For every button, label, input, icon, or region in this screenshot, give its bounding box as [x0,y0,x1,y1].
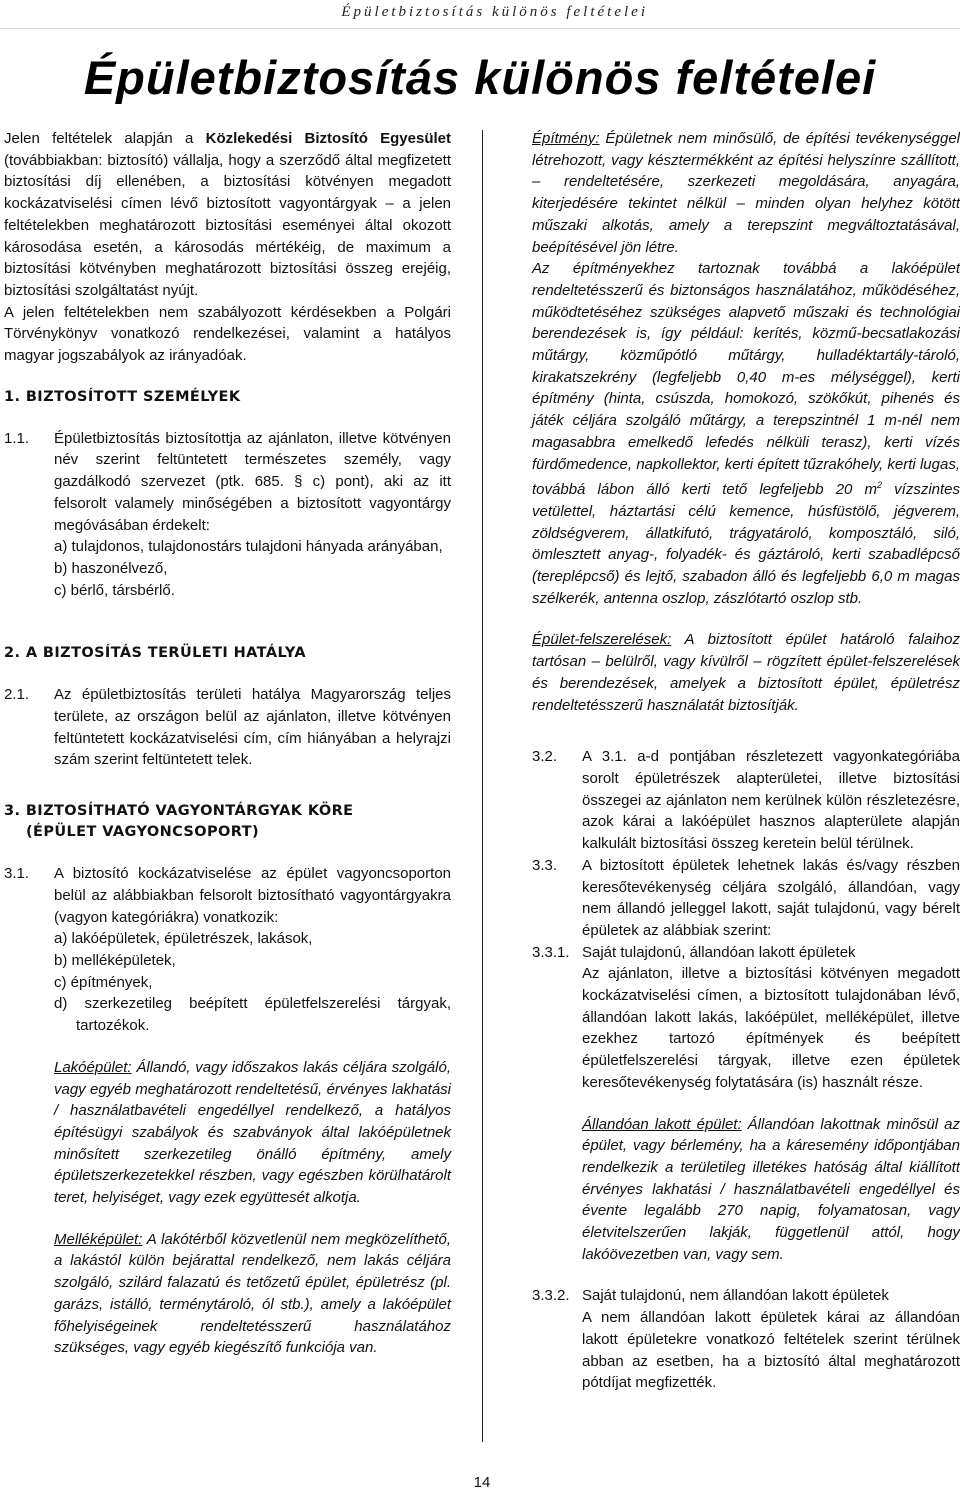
section-3-heading [4,801,451,843]
section-2-heading: 2. A BIZTOSÍTÁS TERÜLETI HATÁLYA [4,645,306,662]
section-3-heading-line2: (ÉPÜLET VAGYONCSOPORT) [26,824,259,841]
definition-term: Állandóan lakott épület: [582,1115,742,1133]
definition-text: vízszintes vetülettel, háztartási célú kemence, húsfüstölő, jégverem, zöldségverem, állatkifutó, trágyatároló, komposztáló, siló, ömlesztett anyag-, folyadék- és gáztároló, kerti szabadlépcső (tereplépcső) és lejtő, szabadon álló és legfeljebb 6,0 m magas szélkerék, antenna oszlop, zászlótartó oszlop stb. [532,481,960,607]
intro-paragraph [4,128,451,302]
clause-text: A 3.1. a-d pontjában részletezett vagyonkategóriába sorolt épületrészek alapterületei, illetve biztosítási összegei az ajánlaton nem kerülnek külön részletezésre, azok kárai a lakóépület hasznos alapterülete alapján kalkulált biztosítási összeg keretein belül térülnek. [582,748,960,853]
insurer-name: Közlekedési Biztosító Egyesület [205,130,451,147]
list-item: c) építmények, [54,973,153,991]
page-title: Épületbiztosítás különös feltételei [83,51,877,104]
clause-number: 3.3. [532,856,558,874]
intro-text-start: Jelen feltételek alapján a [4,130,206,147]
page-number: 14 [473,1474,491,1491]
definition-mellekepulet [54,1229,451,1359]
definition-lakoepulet [54,1057,451,1209]
clause-title: Saját tulajdonú, állandóan lakott épületek [582,943,856,961]
header-rule [0,28,960,29]
definition-text: A lakótérből közvetlenül nem megközelíthető, a lakástól külön bejárattal rendelkező, nem lakás céljára szolgáló, szilárd falazatú és tetőzetű épület, épületrész (pl. garázs, istálló, terménytároló, ól stb.), amely a lakóépület főhelyiségeinek rendeltetésszerű használatához szükséges, vagy egyéb kiegészítő funkciója van. [54,1230,451,1357]
clause-number: 2.1. [4,686,30,704]
clause-number: 1.1. [4,429,30,447]
clause-text: Épületbiztosítás biztosítottja az ajánlaton, illetve kötvényen név szerint feltüntetett természetes személy, vagy gazdálkodó szervezet (ptk. 685. § c) pont), aki az itt felsorolt valamely minőségében a biztosított vagyontárgy megóvásában érdekelt: [54,429,451,534]
right-column [532,128,960,1394]
legal-basis-paragraph: A jelen feltételekben nem szabályozott kérdésekben a Polgári Törvénykönyv vonatkozó rendelkezései, valamint a hatályos magyar jogszabályok az irányadóak. [4,303,451,365]
definition-term: Melléképület: [54,1230,143,1248]
clause-number: 3.3.1. [532,943,570,961]
definition-term: Építmény: [532,130,600,147]
superscript: 2 [877,480,883,491]
definition-text: A biztosított épület határoló falaihoz tartósan – belülről, vagy kívülről – rögzített épület-felszerelések és berendezések, amelyek a biztosított épület, épületrész rendeltetésszerű használatát biztosítják. [532,631,960,714]
list-item: c) bérlő, társbérlő. [54,581,175,599]
clause-number: 3.2. [532,748,558,766]
clause-text: A biztosított épületek lehetnek lakás és/vagy részben keresőtevékenység céljára szolgáló, állandóan, vagy nem állandó jelleggel lakott, saját tulajdonú, vagy bérelt épületek az alábbiak szerint: [582,856,960,939]
clause-title: Saját tulajdonú, nem állandóan lakott épületek [582,1287,889,1305]
clause-text: Az épületbiztosítás területi hatálya Magyarország teljes területe, az országon belül az ajánlaton, illetve kötvényen feltüntetett kockázatviselési cím, cím hiányában a helyrajzi szám szerint feltüntetett telek. [54,686,451,769]
definition-text: Az építményekhez tartoznak továbbá a lakóépület rendeltetésszerű és biztonságos használatához, működéséhez, működtetéséhez szükséges alapvető műszaki és technológiai berendezések is, így például: kerítés, közmű-becsatlakozási műtárgy, közműpótló műtárgy, hulladéktartály-tároló, kirakatszekrény (legfeljebb 0,40 m-es mélységgel), kerti építmény (hinta, csúszda, homokozó, szökőkút, pihenés és játék céljára szolgáló műtárgy, a terepszintnél 1 m-nél nem magasabbra emelkedő lefedés nélküli terasz), kerti vízés fürdőmedence, napkollektor, kerti épített tűzrakóhely, kerti lugas, továbbá lábon álló kerti tető legfeljebb 20 m [532,260,960,499]
clause-3-3-2 [532,1285,960,1394]
left-column [4,128,451,1359]
section-1-heading: 1. BIZTOSÍTOTT SZEMÉLYEK [4,388,241,405]
list-item: b) melléképületek, [54,951,176,969]
definition-text: Állandó, vagy időszakos lakás céljára szolgáló, vagy egyéb meghatározott rendeltetésű, érvényes lakhatási / használatbavételi engedéllyel rendelkező, a hatályos építésügyi szabályok és szabványok által lakóépületnek minősített szerkezetileg önálló építmény, amely épületszerkezetekkel részben, vagy egészben körülhatárolt teret, helyiséget, vagy ezek együttesét alkotja. [54,1058,451,1207]
definition-felszerelesek [532,629,960,716]
section-3-heading-line1: 3. BIZTOSÍTHATÓ VAGYONTÁRGYAK KÖRE [4,803,354,820]
definition-text: Állandóan lakottnak minősül az épület, vagy bérlemény, ha a káresemény időpontjában rendelkezik a területileg illetékes hatóság által kiállított érvényes lakhatási / használatbavételi engedéllyel és évente legalább 270 napig, folyamatosan, vagy életvitelszerűen lakják, függetlenül attól, hogy lakóövezetben van, vagy sem. [582,1115,960,1263]
clause-3-1 [4,863,451,1359]
clause-3-3-1 [532,942,960,1266]
definition-term: Lakóépület: [54,1058,132,1076]
clause-2-1 [4,684,451,771]
clause-text: A nem állandóan lakott épületek kárai az állandóan lakott épületekre vonatkozó feltételek szerint térülnek abban az esetben, ha a biztosító által meghatározott pótdíjat megfizették. [582,1309,960,1392]
clause-number: 3.1. [4,865,30,883]
definition-term: Épület-felszerelések: [532,631,672,649]
clause-1-1 [4,428,451,602]
list-item: a) tulajdonos, tulajdonostárs tulajdoni hányada arányában, [54,538,443,556]
list-item: d) szerkezetileg beépített épületfelszerelési tárgyak, tartozékok. [54,995,451,1035]
definition-epitmeny-details [532,258,960,609]
definition-epitmeny [532,128,960,258]
clause-text: Az ajánlaton, illetve a biztosítási kötvényen megadott kockázatviselési címen, a biztosított tulajdonában lévő, állandóan lakott lakás, lakóépület, melléképület, illetve ezekhez tartozó építmények és beépített épületfelszerelési tárgyak, illetve ezen épületek keresőtevékenység folytatására (is) használt része. [582,965,960,1091]
clause-number: 3.3.2. [532,1287,570,1305]
list-item: a) lakóépületek, épületrészek, lakások, [54,930,313,948]
running-header: Épületbiztosítás különös feltételei [341,4,648,20]
clause-3-2 [532,746,960,855]
clause-3-3 [532,855,960,942]
clause-text: A biztosító kockázatviselése az épület vagyoncsoporton belül az alábbiakban felsorolt biztosítható vagyontárgyakra (vagyon kategóriákra) vonatkozik: [54,865,451,926]
definition-allandoan-lakott [582,1114,960,1266]
definition-text: Épületnek nem minősülő, de építési tevékenységgel létrehozott, vagy késztermékként az építési helyszínre szállított, – rendeltetésére, szerkezeti megoldására, anyagára, kiterjedésére tekintet nélkül – minden olyan helyhez kötött műszaki alkotás, amely a terepszint megváltoztatásával, beépítésével jön létre. [532,130,960,256]
column-divider [482,130,483,1442]
list-item: b) haszonélvező, [54,559,168,577]
intro-text-rest: (továbbiakban: biztosító) vállalja, hogy a szerződő által megfizetett biztosítási díj ellenében, a biztosítási kötvényen megadott kockázatviselési címen lévő biztosított vagyontárgyak – a jelen feltételekben meghatározott biztosítási eseményei által okozott károsodása esetén, a károsodás mértékéig, de maximum a biztosítási kötvényben meghatározott biztosítási összeg erejéig, biztosítási szolgáltatást nyújt. [4,151,451,299]
